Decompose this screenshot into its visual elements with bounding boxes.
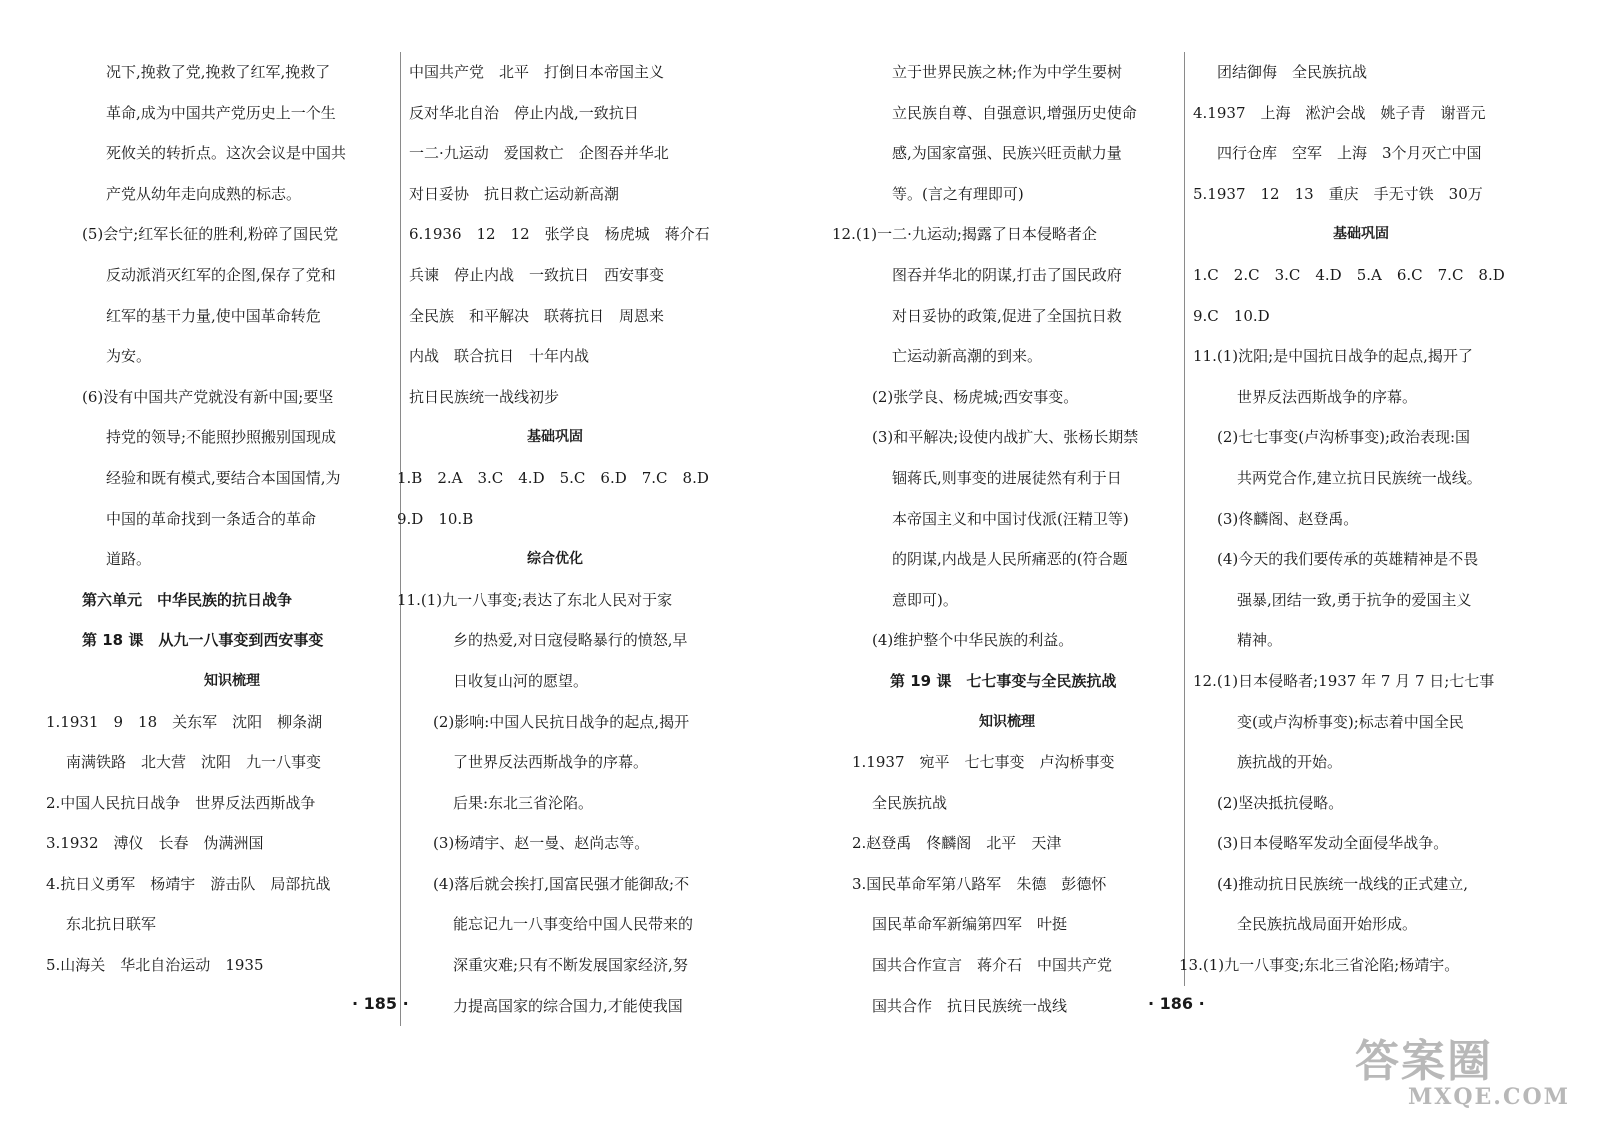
section-heading: 知识梳理 — [979, 713, 1035, 730]
text-line: (3)杨靖宇、赵一曼、赵尚志等。 — [433, 834, 650, 853]
page-number: · 185 · — [352, 994, 409, 1013]
text-line: 日收复山河的愿望。 — [453, 671, 589, 690]
answer-line: 1.B 2.A 3.C 4.D 5.C 6.D 7.C 8.D — [397, 468, 709, 487]
right-page-column-1 — [832, 52, 1166, 1026]
text-line: 的阴谋,内战是人民所痛恶的(符合题 — [892, 550, 1128, 569]
text-line: 强暴,团结一致,勇于抗争的爱国主义 — [1237, 590, 1472, 609]
section-heading: 综合优化 — [527, 551, 583, 568]
text-line: 世界反法西斯战争的序幕。 — [1237, 387, 1418, 406]
text-line: 南满铁路 北大营 沈阳 九一八事变 — [66, 753, 322, 772]
text-line: 12.(1)一二·九运动;揭露了日本侵略者企 — [832, 225, 1097, 244]
text-line: 全民族 和平解决 联蒋抗日 周恩来 — [409, 306, 665, 325]
text-line: 等。(言之有理即可) — [892, 184, 1024, 203]
lesson-heading: 第 18 课 从九一八事变到西安事变 — [82, 631, 324, 650]
text-line: (4)维护整个中华民族的利益。 — [872, 631, 1074, 650]
text-line: (3)日本侵略军发动全面侵华战争。 — [1217, 834, 1449, 853]
text-line: 团结御侮 全民族抗战 — [1217, 63, 1368, 81]
text-line: 持党的领导;不能照抄照搬别国现成 — [106, 428, 337, 447]
text-line: 精神。 — [1237, 631, 1283, 650]
text-line: 深重灾难;只有不断发展国家经济,努 — [453, 956, 688, 975]
text-line: 本帝国主义和中国讨伐派(汪精卫等) — [892, 509, 1129, 528]
lesson-heading: 第 19 课 七七事变与全民族抗战 — [890, 671, 1117, 690]
text-line: 4.1937 上海 淞沪会战 姚子青 谢晋元 — [1193, 103, 1486, 122]
text-line: 为安。 — [106, 347, 152, 366]
watermark-url: MXQE.COM — [1407, 1084, 1570, 1110]
text-line: 道路。 — [106, 550, 152, 569]
text-line: 共两党合作,建立抗日民族统一战线。 — [1237, 468, 1482, 487]
text-line: 立民族自尊、自强意识,增强历史使命 — [892, 103, 1137, 122]
text-line: 革命,成为中国共产党历史上一个生 — [106, 103, 336, 122]
text-line: (6)没有中国共产党就没有新中国;要坚 — [82, 387, 334, 406]
text-line: 红军的基干力量,使中国革命转危 — [106, 306, 321, 325]
text-line: 况下,挽救了党,挽救了红军,挽救了 — [106, 63, 331, 81]
text-line: 乡的热爱,对日寇侵略暴行的愤怒,早 — [453, 631, 688, 650]
text-line: 产党从幼年走向成熟的标志。 — [106, 184, 302, 203]
text-line: (2)张学良、杨虎城;西安事变。 — [872, 387, 1079, 406]
text-line: 亡运动新高潮的到来。 — [892, 347, 1043, 366]
text-line: 2.赵登禹 佟麟阁 北平 天津 — [852, 834, 1062, 853]
text-line: 对日妥协的政策,促进了全国抗日救 — [892, 306, 1122, 325]
section-heading: 知识梳理 — [204, 672, 260, 689]
text-line: 图吞并华北的阴谋,打击了国民政府 — [892, 265, 1122, 284]
text-line: 6.1936 12 12 张学良 杨虎城 蒋介石 — [409, 225, 710, 244]
text-line: 2.中国人民抗日战争 世界反法西斯战争 — [46, 793, 316, 812]
text-line: (2)七七事变(卢沟桥事变);政治表现:国 — [1217, 428, 1471, 447]
text-line: (2)影响:中国人民抗日战争的起点,揭开 — [433, 712, 690, 731]
text-line: 5.山海关 华北自治运动 1935 — [46, 956, 264, 975]
text-line: 东北抗日联军 — [66, 915, 157, 934]
text-line: 中国共产党 北平 打倒日本帝国主义 — [409, 63, 665, 81]
text-line: 国共合作 抗日民族统一战线 — [872, 996, 1068, 1015]
text-line: 全民族抗战 — [872, 793, 948, 812]
text-line: 13.(1)九一八事变;东北三省沦陷;杨靖宇。 — [1179, 956, 1460, 975]
text-line: (4)推动抗日民族统一战线的正式建立, — [1217, 874, 1469, 893]
text-line: 一二·九运动 爱国救亡 企图吞并华北 — [409, 144, 669, 163]
text-line: 国民革命军新编第四军 叶挺 — [872, 915, 1068, 934]
left-page-column-1 — [46, 52, 382, 986]
text-line: 抗日民族统一战线初步 — [409, 387, 560, 406]
text-line: 力提高国家的综合国力,才能使我国 — [453, 996, 683, 1015]
text-line: 1.1931 9 18 关东军 沈阳 柳条湖 — [46, 712, 323, 731]
watermark-logo — [1355, 1036, 1580, 1110]
text-line: 感,为国家富强、民族兴旺贡献力量 — [892, 144, 1122, 163]
text-line: 全民族抗战局面开始形成。 — [1237, 915, 1418, 934]
text-line: (2)坚决抵抗侵略。 — [1217, 793, 1344, 812]
text-line: (3)和平解决;设使内战扩大、张杨长期禁 — [872, 428, 1139, 447]
text-line: 国共合作宣言 蒋介石 中国共产党 — [872, 956, 1113, 975]
text-line: 11.(1)九一八事变;表达了东北人民对于家 — [397, 590, 673, 609]
text-line: 11.(1)沈阳;是中国抗日战争的起点,揭开了 — [1193, 347, 1473, 366]
text-line: 对日妥协 抗日救亡运动新高潮 — [409, 184, 620, 203]
section-heading: 基础巩固 — [1333, 226, 1389, 243]
left-page-column-2 — [397, 52, 710, 1026]
text-line: 族抗战的开始。 — [1237, 753, 1343, 772]
text-line: 死攸关的转折点。这次会议是中国共 — [106, 144, 347, 163]
text-line: 了世界反法西斯战争的序幕。 — [453, 753, 649, 772]
text-line: (4)落后就会挨打,国富民强才能御敌;不 — [433, 874, 690, 893]
answer-line: 9.D 10.B — [397, 509, 474, 528]
text-line: 反对华北自治 停止内战,一致抗日 — [409, 103, 639, 122]
text-line: 5.1937 12 13 重庆 手无寸铁 30万 — [1193, 184, 1483, 203]
unit-heading: 第六单元 中华民族的抗日战争 — [82, 590, 293, 609]
text-line: 反动派消灭红军的企图,保存了党和 — [106, 265, 336, 284]
text-line: (3)佟麟阁、赵登禹。 — [1217, 509, 1359, 528]
text-line: 后果:东北三省沦陷。 — [453, 793, 594, 812]
text-line: 意即可)。 — [892, 590, 958, 609]
text-line: 立于世界民族之林;作为中学生要树 — [892, 63, 1123, 81]
text-line: 四行仓库 空军 上海 3个月灭亡中国 — [1217, 144, 1482, 163]
text-line: 4.抗日义勇军 杨靖宇 游击队 局部抗战 — [46, 874, 331, 893]
page-number: · 186 · — [1148, 994, 1205, 1013]
answer-line: 9.C 10.D — [1193, 306, 1270, 325]
text-line: 3.国民革命军第八路军 朱德 彭德怀 — [852, 874, 1107, 893]
watermark-text: 答案圈 — [1355, 1036, 1493, 1087]
text-line: 1.1937 宛平 七七事变 卢沟桥事变 — [852, 753, 1115, 772]
text-line: 变(或卢沟桥事变);标志着中国全民 — [1237, 712, 1464, 731]
text-line: 兵谏 停止内战 一致抗日 西安事变 — [409, 265, 665, 284]
text-line: 内战 联合抗日 十年内战 — [409, 347, 590, 366]
text-line: 经验和既有模式,要结合本国国情,为 — [106, 468, 341, 487]
right-page-column-2 — [1179, 52, 1529, 986]
text-line: 能忘记九一八事变给中国人民带来的 — [453, 915, 694, 934]
text-line: 锢蒋氏,则事变的进展徒然有利于日 — [892, 468, 1122, 487]
answer-line: 1.C 2.C 3.C 4.D 5.A 6.C 7.C 8.D — [1193, 265, 1505, 284]
section-heading: 基础巩固 — [527, 429, 583, 446]
text-line: 中国的革命找到一条适合的革命 — [106, 509, 317, 528]
text-line: 3.1932 溥仪 长春 伪满洲国 — [46, 834, 264, 853]
text-line: (4)今天的我们要传承的英雄精神是不畏 — [1217, 550, 1479, 569]
text-line: (5)会宁;红军长征的胜利,粉碎了国民党 — [82, 225, 339, 244]
text-line: 12.(1)日本侵略者;1937 年 7 月 7 日;七七事 — [1193, 671, 1495, 690]
